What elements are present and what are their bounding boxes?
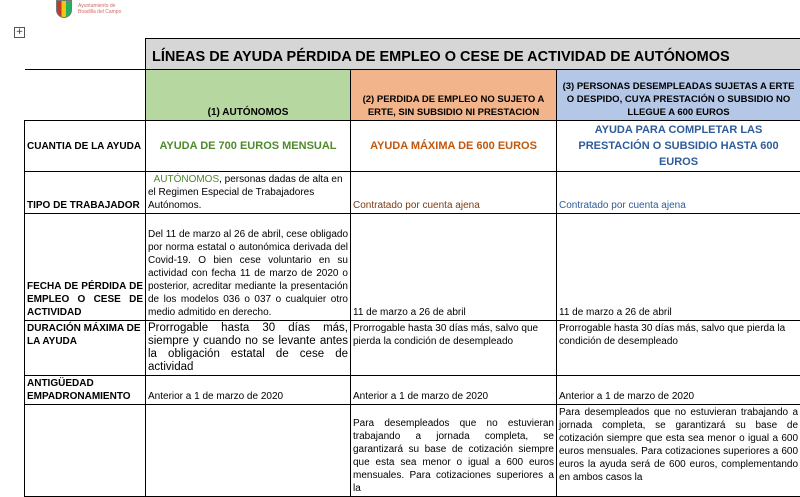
duracion-erte-despido: Prorrogable hasta 30 días más, salvo que pierda la condición de desempleado [557, 321, 800, 376]
row-duracion [25, 321, 800, 376]
title-row [25, 39, 800, 70]
cuantia-autonomos: AYUDA DE 700 EUROS MENSUAL [146, 121, 351, 172]
row-antiguedad [25, 376, 800, 405]
row-label-antiguedad: ANTIGÜEDAD EMPADRONAMIENTO [25, 376, 146, 405]
tipo-erte-despido: Contratado por cuenta ajena [557, 172, 800, 214]
antiguedad-perdida-empleo: Anterior a 1 de marzo de 2020 [351, 376, 557, 405]
aid-lines-table [24, 38, 800, 497]
row-cotizacion [25, 405, 800, 497]
row-tipo-trabajador [25, 172, 800, 214]
antiguedad-autonomos: Anterior a 1 de marzo de 2020 [146, 376, 351, 405]
municipal-logo [56, 0, 146, 22]
row-label-duracion: DURACIÓN MÁXIMA DE LA AYUDA [25, 321, 146, 376]
antiguedad-erte-despido: Anterior a 1 de marzo de 2020 [557, 376, 800, 405]
row-cuantia [25, 121, 800, 172]
col-header-erte-despido: (3) PERSONAS DESEMPLEADAS SUJETAS A ERTE O DESPIDO, CUYA PRESTACIÓN O SUBSIDIO NO LLEGUE A 600 EUROS [557, 70, 800, 121]
cotizacion-perdida-empleo: Para desempleados que no estuvieran trabajando a jornada completa, se garantizará su base de cotización siempre que esta sea menor o igual a 600 euros mensuales. Para cotizaciones superiores a la [351, 405, 557, 497]
cuantia-erte-despido: AYUDA PARA COMPLETAR LAS PRESTACIÓN O SUBSIDIO HASTA 600 EUROS [557, 121, 800, 172]
coat-of-arms-icon [56, 0, 72, 18]
tipo-perdida-empleo: Contratado por cuenta ajena [351, 172, 557, 214]
fecha-erte-despido: 11 de marzo a 26 de abril [557, 214, 800, 321]
tipo-autonomos-desc: , personas dadas de alta en el Regimen Especial de Trabajadores Autónomos. [148, 174, 343, 211]
table-title: LÍNEAS DE AYUDA PÉRDIDA DE EMPLEO O CESE DE ACTIVIDAD DE AUTÓNOMOS [146, 39, 800, 70]
fecha-perdida-empleo: 11 de marzo a 26 de abril [351, 214, 557, 321]
cotizacion-autonomos [146, 405, 351, 497]
duracion-perdida-empleo: Prorrogable hasta 30 días más, salvo que pierda la condición de desempleado [351, 321, 557, 376]
cuantia-perdida-empleo: AYUDA MÁXIMA DE 600 EUROS [351, 121, 557, 172]
row-label-cotizacion [25, 405, 146, 497]
header-row [25, 70, 800, 121]
row-fecha [25, 214, 800, 321]
autonomos-highlight: AUTÓNOMOS [154, 174, 220, 185]
row-label-cuantia: CUANTIA DE LA AYUDA [25, 121, 146, 172]
duracion-autonomos: Prorrogable hasta 30 días más, siempre y cuando no se levante antes la obligación estatal de cese de actividad [146, 321, 351, 376]
logo-text: Ayuntamiento de Boadilla del Campo [78, 3, 121, 15]
row-label-tipo: TIPO DE TRABAJADOR [25, 172, 146, 214]
row-label-fecha: FECHA DE PÉRDIDA DE EMPLEO O CESE DE ACTIVIDAD [25, 214, 146, 321]
col-header-perdida-empleo: (2) PERDIDA DE EMPLEO NO SUJETO A ERTE, SIN SUBSIDIO NI PRESTACION [351, 70, 557, 121]
expand-table-icon[interactable]: + [14, 27, 25, 38]
tipo-autonomos [146, 172, 351, 214]
fecha-autonomos: Del 11 de marzo al 26 de abril, cese obligado por norma estatal o autonómica derivada del Covid-19. O bien cese voluntario en su actividad con fecha 11 de marzo de 2020 o posterior, acreditar mediante la presentación de los modelos 036 o 037 o cualquier otro medio admitido en derecho. [146, 214, 351, 321]
col-header-autonomos: (1) AUTÓNOMOS [146, 70, 351, 121]
cotizacion-erte-despido: Para desempleados que no estuvieran trabajando a jornada completa, se garantizará su base de cotización siempre que esta sea menor o igual a 600 euros mensuales. Para cotizaciones superiores a 600 euros la ayuda será de 600 euros, complementando en ambos casos la [557, 405, 800, 497]
